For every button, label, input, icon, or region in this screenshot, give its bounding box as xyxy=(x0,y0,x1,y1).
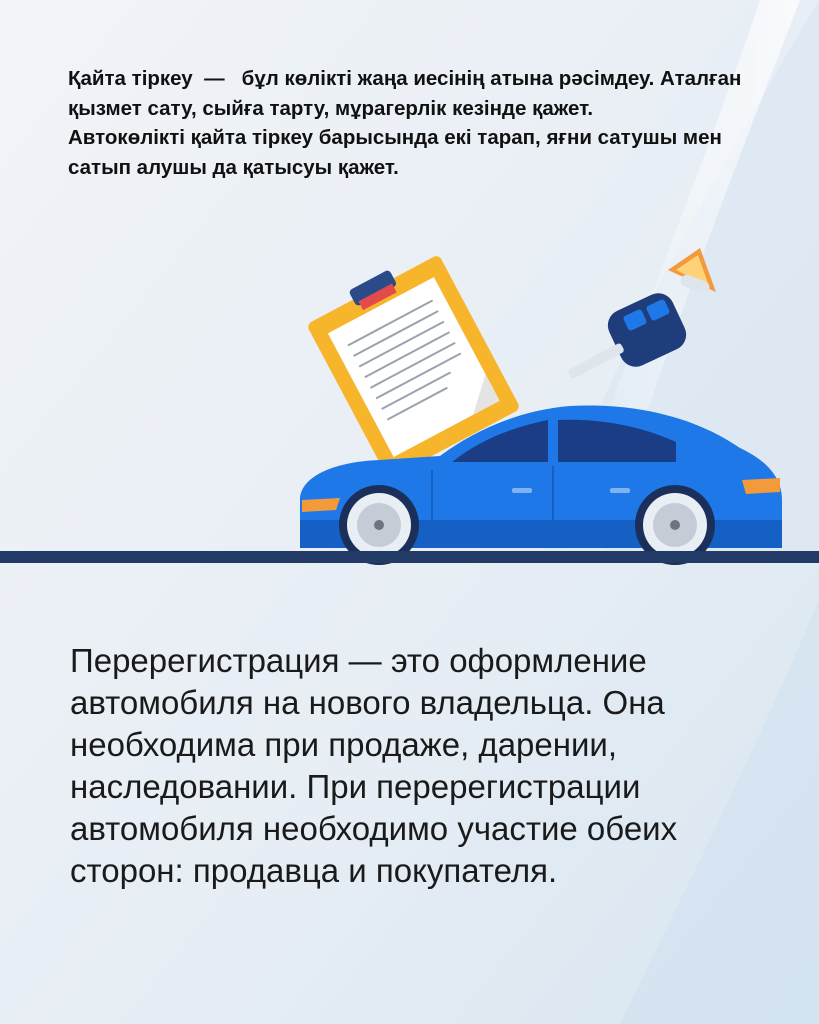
russian-description xyxy=(70,640,790,892)
ground-line xyxy=(0,551,819,563)
kazakh-paragraph-1: Қайта тіркеу — бұл көлікті жаңа иесінің атына рәсімдеу. Аталған қызмет сату, сыйға тарту, мұрагерлік кезінде қажет. xyxy=(68,67,748,120)
kazakh-paragraph-2: Автокөлікті қайта тіркеу барысында екі тарап, яғни сатушы мен сатып алушы да қатысуы қажет. xyxy=(68,126,728,179)
russian-paragraph: Перерегистрация — это оформление автомобиля на нового владельца. Она необходима при продаже, дарении, наследовании. При перерегистрации автомобиля необходимо участие обеих сторон: продавца и покупателя. xyxy=(70,642,678,889)
car-key-icon xyxy=(567,248,716,379)
